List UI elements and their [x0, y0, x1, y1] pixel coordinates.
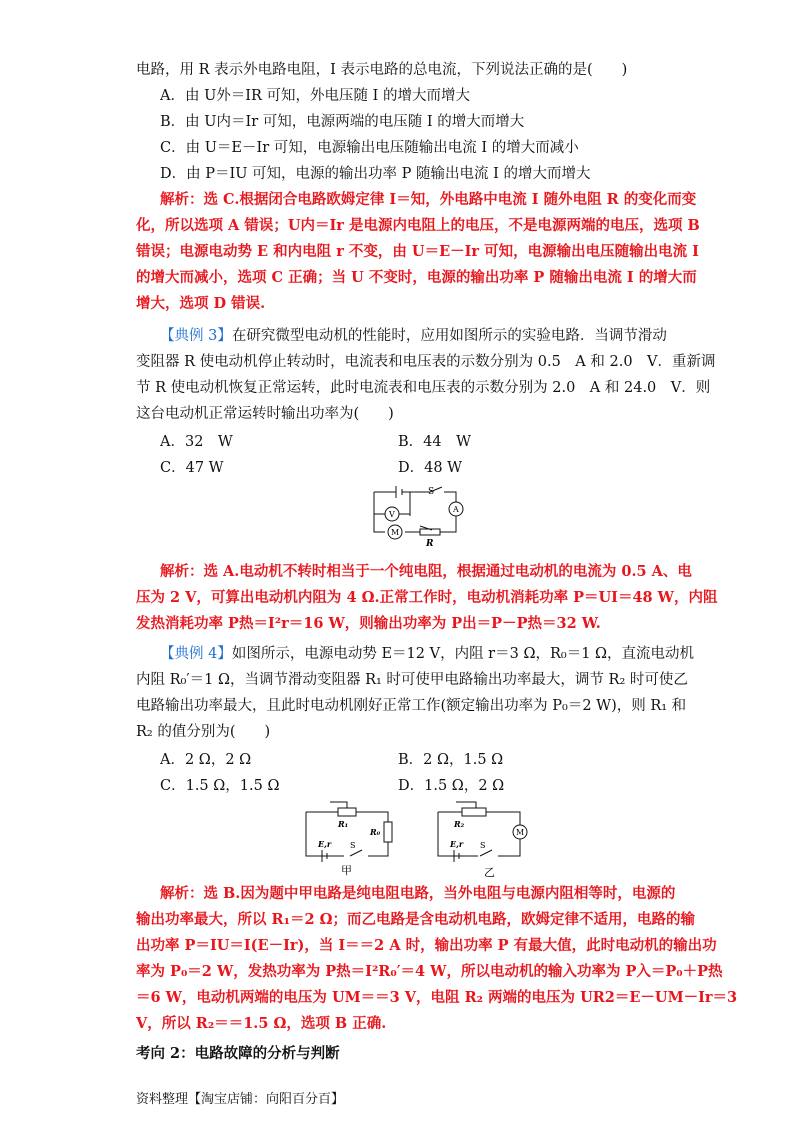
example3-option-b: B．44 W — [398, 434, 472, 450]
example4-option-b: B．2 Ω，1.5 Ω — [398, 752, 504, 768]
problem2-analysis-line: 的增大而减小，选项 C 正确；当 U 不变时，电源的输出功率 P 随输出电流 I 的增大而 — [136, 269, 697, 286]
example3-option-a: A．32 W — [160, 434, 233, 450]
problem2-option-b: B．由 U内＝Ir 可知，电源两端的电压随 I 的增大而增大 — [160, 114, 525, 130]
example4-stem-text: 如图所示，电源电动势 E＝12 V，内阻 r＝3 Ω，R₀＝1 Ω，直流电动机 — [231, 646, 695, 662]
battery-icon — [396, 486, 402, 498]
r1-label: R₁ — [338, 819, 349, 829]
example4-stem-line: 内阻 R₀′＝1 Ω，当调节滑动变阻器 R₁ 时可使甲电路输出功率最大，调节 R₂ 时可使乙 — [136, 672, 688, 688]
motor-label: M — [391, 528, 400, 537]
voltmeter-label: V — [389, 510, 395, 519]
example4-option-c: C．1.5 Ω，1.5 Ω — [160, 778, 280, 794]
example4-option-a: A．2 Ω，2 Ω — [160, 752, 252, 768]
circuit-jia-diagram — [300, 798, 410, 880]
circuit-caption: 甲 — [341, 864, 352, 877]
example4-analysis-line: V，所以 R₂＝＝1.5 Ω，选项 B 正确. — [136, 1015, 387, 1032]
rheostat-r1-icon — [338, 808, 356, 816]
problem2-stem: 电路，用 R 表示外电路电阻，I 表示电路的总电流，下列说法正确的是( ) — [136, 62, 628, 78]
source-label: E,r — [450, 839, 464, 849]
example4-analysis-line: 出功率 P＝IU＝I(E－Ir)，当 I＝＝2 A 时，输出功率 P 有最大值，此时电动机的输出功 — [136, 937, 717, 954]
example4-tag: 【典例 4】 — [160, 646, 232, 662]
example3-analysis-line: 解析：选 A.电动机不转时相当于一个纯电阻，根据通过电动机的电流为 0.5 A、电 — [160, 563, 692, 580]
switch-label: S — [428, 487, 435, 497]
problem2-option-d: D．由 P＝IU 可知，电源的输出功率 P 随输出电流 I 的增大而增大 — [160, 166, 591, 182]
rheostat-label: R — [426, 539, 434, 549]
example4-option-d: D．1.5 Ω，2 Ω — [398, 778, 505, 794]
circuit-caption: 乙 — [484, 866, 495, 879]
rheostat-r2-icon — [462, 808, 486, 816]
example4-analysis-line: 解析：选 B.因为题中甲电路是纯电阻电路，当外电阻与电源内阻相等时，电源的 — [160, 885, 676, 902]
r0-label: R₀ — [370, 827, 381, 837]
example3-stem-text: 在研究微型电动机的性能时，应用如图所示的实验电路．当调节滑动 — [231, 328, 667, 344]
example4-stem-line: R₂ 的值分别为( ) — [136, 724, 271, 740]
switch-icon — [480, 850, 492, 856]
example3-option-c: C．47 W — [160, 460, 224, 476]
switch-icon — [350, 850, 362, 856]
problem2-analysis-line: 化，所以选项 A 错误；U内＝Ir 是电源内电阻上的电压，不是电源两端的电压，选项 B — [136, 217, 700, 234]
resistor-r0-icon — [384, 822, 392, 842]
page-footer: 资料整理【淘宝店铺：向阳百分百】 — [136, 1092, 345, 1107]
example4-stem-first-line — [160, 642, 700, 666]
example3-option-d: D．48 W — [398, 460, 463, 476]
example3-stem-first-line — [160, 324, 700, 348]
circuit-yi-diagram — [434, 798, 534, 880]
example3-analysis-line: 压为 2 V，可算出电动机内阻为 4 Ω.正常工作时，电动机消耗功率 P＝UI＝48 W，内阻 — [136, 589, 718, 606]
problem2-option-a: A．由 U外＝IR 可知，外电压随 I 的增大而增大 — [160, 88, 470, 104]
switch-label: S — [350, 841, 356, 850]
example3-stem-line: 节 R 使电动机恢复正常运转，此时电流表和电压表的示数分别为 2.0 A 和 24.0 V．则 — [136, 380, 711, 396]
example3-tag: 【典例 3】 — [160, 328, 232, 344]
example4-analysis-line: 率为 P₀＝2 W，发热功率为 P热＝I²R₀′＝4 W，所以电动机的输入功率为 P入＝P₀＋P热 — [136, 963, 723, 980]
r2-label: R₂ — [454, 819, 465, 829]
rheostat-icon — [420, 529, 440, 535]
problem2-option-c: C．由 U＝E－Ir 可知，电源输出电压随输出电流 I 的增大而减小 — [160, 140, 579, 156]
ammeter-label: A — [453, 505, 459, 514]
problem2-analysis-line: 错误；电源电动势 E 和内电阻 r 不变，由 U＝E－Ir 可知，电源输出电压随输出电流 I — [136, 243, 699, 260]
example4-analysis-line: 输出功率最大，所以 R₁＝2 Ω；而乙电路是含电动机电路，欧姆定律不适用，电路的输 — [136, 911, 695, 928]
example3-analysis-line: 发热消耗功率 P热＝I²r＝16 W，则输出功率为 P出＝P－P热＝32 W. — [136, 615, 601, 632]
example3-stem-line: 变阻器 R 使电动机停止转动时，电流表和电压表的示数分别为 0.5 A 和 2.0 V．重新调 — [136, 354, 716, 370]
example4-analysis-line: ＝6 W，电动机两端的电压为 UM＝＝3 V，电阻 R₂ 两端的电压为 UR2＝E－UM－Ir＝3 — [136, 989, 738, 1006]
example3-stem-line: 这台电动机正常运转时输出功率为( ) — [136, 406, 394, 422]
section-heading: 考向 2：电路故障的分析与判断 — [136, 1045, 340, 1062]
problem2-analysis-line: 增大，选项 D 错误. — [136, 295, 266, 312]
source-label: E,r — [318, 839, 332, 849]
example3-circuit-diagram — [360, 484, 470, 554]
problem2-analysis-line: 解析：选 C.根据闭合电路欧姆定律 I＝知，外电路中电流 I 随外电阻 R 的变化而变 — [160, 191, 697, 208]
switch-label: S — [480, 841, 486, 850]
example4-stem-line: 电路输出功率最大，且此时电动机刚好正常工作(额定输出功率为 P₀＝2 W)，则 R₁ 和 — [136, 698, 687, 714]
motor-label: M — [516, 828, 525, 837]
